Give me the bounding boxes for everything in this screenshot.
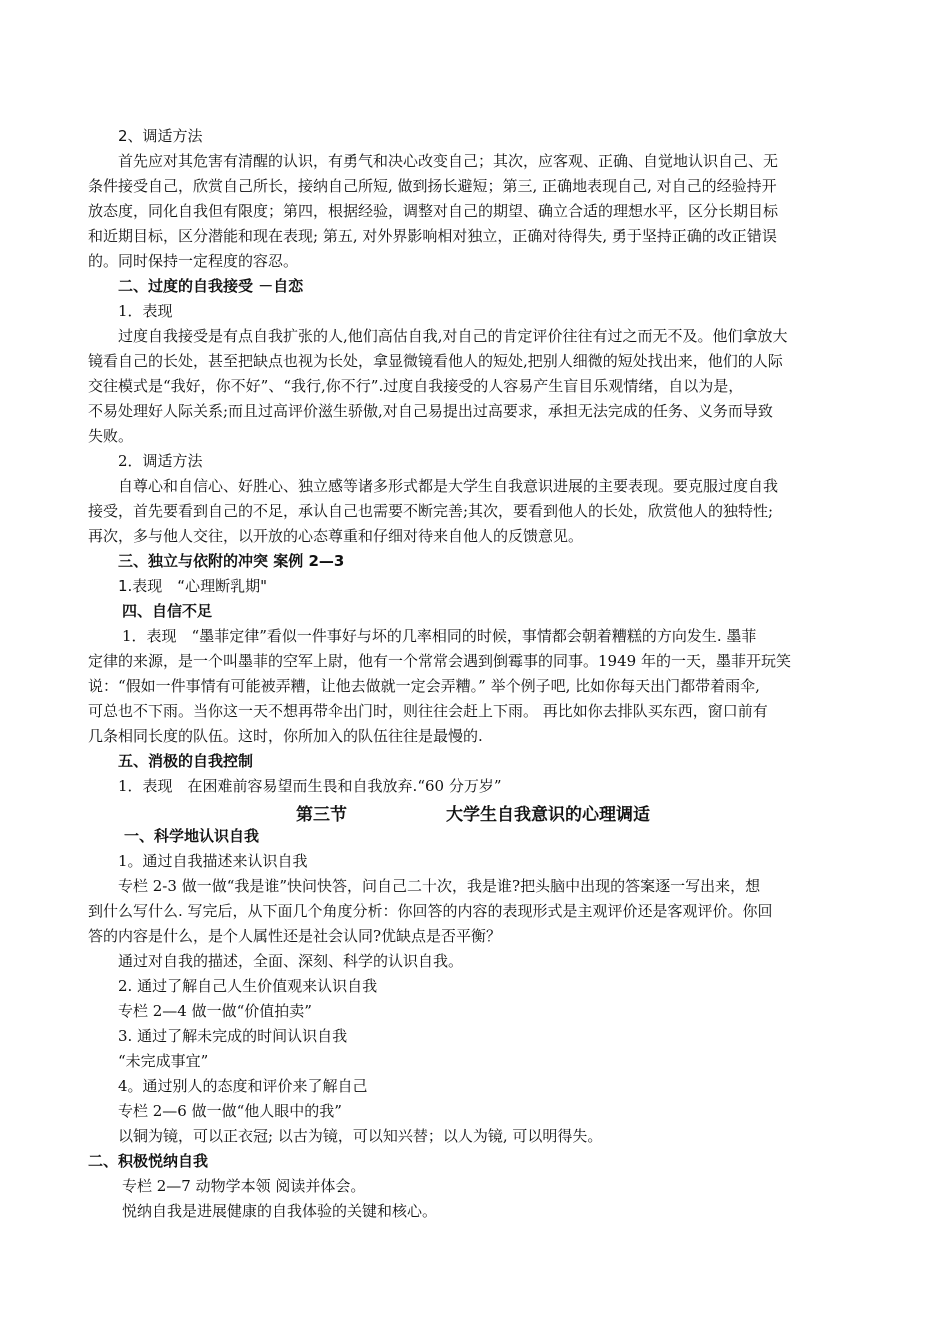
paragraph-line: 通过对自我的描述，全面、深刻、科学的认识自我。: [118, 952, 464, 970]
paragraph-line: 到什么写什么. 写完后，从下面几个角度分析：你回答的内容的表现形式是主观评价还是客观评价。你回: [88, 902, 773, 920]
paragraph-line: 以铜为镜，可以正衣冠; 以古为镜，可以知兴替；以人为镜, 可以明得失。: [118, 1127, 603, 1145]
section-heading-narcissism: 二、过度的自我接受 －自恋: [118, 277, 304, 295]
paragraph-line: 1．表现 “墨菲定律”看似一件事好与坏的几率相同的时候，事情都会朝着糟糕的方向发生. 墨菲: [122, 627, 757, 645]
subheading: 1。通过自我描述来认识自我: [118, 852, 308, 870]
paragraph-line: 条件接受自己，欣赏自己所长，接纳自己所短, 做到扬长避短；第三, 正确地表现自己, 对自己的经验持开: [88, 177, 777, 195]
paragraph-line: 1．表现 在困难前容易望而生畏和自我放弃.“60 分万岁”: [118, 777, 502, 795]
paragraph-line: 失败。: [88, 427, 134, 445]
section-heading-know-self: 一、科学地认识自我: [124, 827, 260, 845]
paragraph-line: 过度自我接受是有点自我扩张的人,他们高估自我,对自己的肯定评价往往有过之而无不及。他们拿放大: [118, 327, 788, 345]
paragraph-line: 悦纳自我是进展健康的自我体验的关键和核心。: [122, 1202, 438, 1220]
paragraph-line: 专栏 2—6 做一做“他人眼中的我”: [118, 1102, 342, 1120]
subheading: 3. 通过了解未完成的时间认识自我: [118, 1027, 348, 1045]
paragraph-line: 不易处理好人际关系;而且过高评价滋生骄傲,对自己易提出过高要求，承担无法完成的任务、义务而导致: [88, 402, 773, 420]
paragraph-line: 几条相同长度的队伍。这时，你所加入的队伍往往是最慢的.: [88, 727, 483, 745]
section-heading-accept-self: 二、积极悦纳自我: [88, 1152, 209, 1170]
paragraph-line: 和近期目标，区分潜能和现在表现; 第五, 对外界影响相对独立，正确对待得失, 勇于坚持正确的改正错误: [88, 227, 777, 245]
paragraph-line: “未完成事宜”: [118, 1052, 209, 1070]
paragraph-line: 自尊心和自信心、好胜心、独立感等诸多形式都是大学生自我意识进展的主要表现。要克服过度自我: [118, 477, 779, 495]
paragraph-line: 答的内容是什么，是个人属性还是社会认同?优缺点是否平衡？: [88, 927, 502, 945]
paragraph-line: 定律的来源，是一个叫墨菲的空军上尉，他有一个常常会遇到倒霉事的同事。1949 年的一天，墨菲开玩笑: [88, 652, 791, 670]
paragraph-line: 交往模式是“我好，你不好”、“我行,你不行”.过度自我接受的人容易产生盲目乐观情绪，自以为是，: [88, 377, 744, 395]
chapter-section-label: 第三节: [296, 805, 347, 825]
paragraph-line: 专栏 2-3 做一做“我是谁”快问快答，问自己二十次，我是谁?把头脑中出现的答案逐一写出来，想: [118, 877, 761, 895]
subheading: 1.表现 “心理断乳期": [118, 577, 267, 595]
paragraph-line: 可总也不下雨。当你这一天不想再带伞出门时，则往往会赶上下雨。 再比如你去排队买东西，窗口前有: [88, 702, 768, 720]
chapter-section-title: 大学生自我意识的心理调适: [446, 805, 650, 825]
section-heading-low-confidence: 四、自信不足: [122, 602, 213, 620]
paragraph-line: 再次，多与他人交往，以开放的心态尊重和仔细对待来自他人的反馈意见。: [88, 527, 584, 545]
paragraph-line: 的。同时保持一定程度的容忍。: [88, 252, 299, 270]
subheading: 1．表现: [118, 302, 173, 320]
section-heading-independence: 三、独立与依附的冲突 案例 2—3: [118, 552, 345, 570]
subheading: 2. 通过了解自己人生价值观来认识自我: [118, 977, 378, 995]
paragraph-line: 接受，首先要看到自己的不足，承认自己也需要不断完善;其次，要看到他人的长处，欣赏他人的独特性;: [88, 502, 774, 520]
paragraph-line: 专栏 2—4 做一做“价值拍卖”: [118, 1002, 312, 1020]
paragraph-line: 说：“假如一件事情有可能被弄糟，让他去做就一定会弄糟。” 举个例子吧, 比如你每天出门都带着雨伞,: [88, 677, 760, 695]
paragraph-line: 专栏 2—7 动物学本领 阅读并体会。: [122, 1177, 366, 1195]
paragraph-line: 放态度，同化自我但有限度；第四，根据经验，调整对自己的期望、确立合适的理想水平，区分长期目标: [88, 202, 779, 220]
section-heading-negative-control: 五、消极的自我控制: [118, 752, 254, 770]
paragraph-line: 首先应对其危害有清醒的认识，有勇气和决心改变自己；其次，应客观、正确、自觉地认识自己、无: [118, 152, 779, 170]
subheading: 2．调适方法: [118, 452, 203, 470]
heading-adjust-method: 2、调适方法: [118, 127, 203, 145]
subheading: 4。通过别人的态度和评价来了解自己: [118, 1077, 368, 1095]
paragraph-line: 镜看自己的长处，甚至把缺点也视为长处，拿显微镜看他人的短处,把别人细微的短处找出来，他们的人际: [88, 352, 783, 370]
